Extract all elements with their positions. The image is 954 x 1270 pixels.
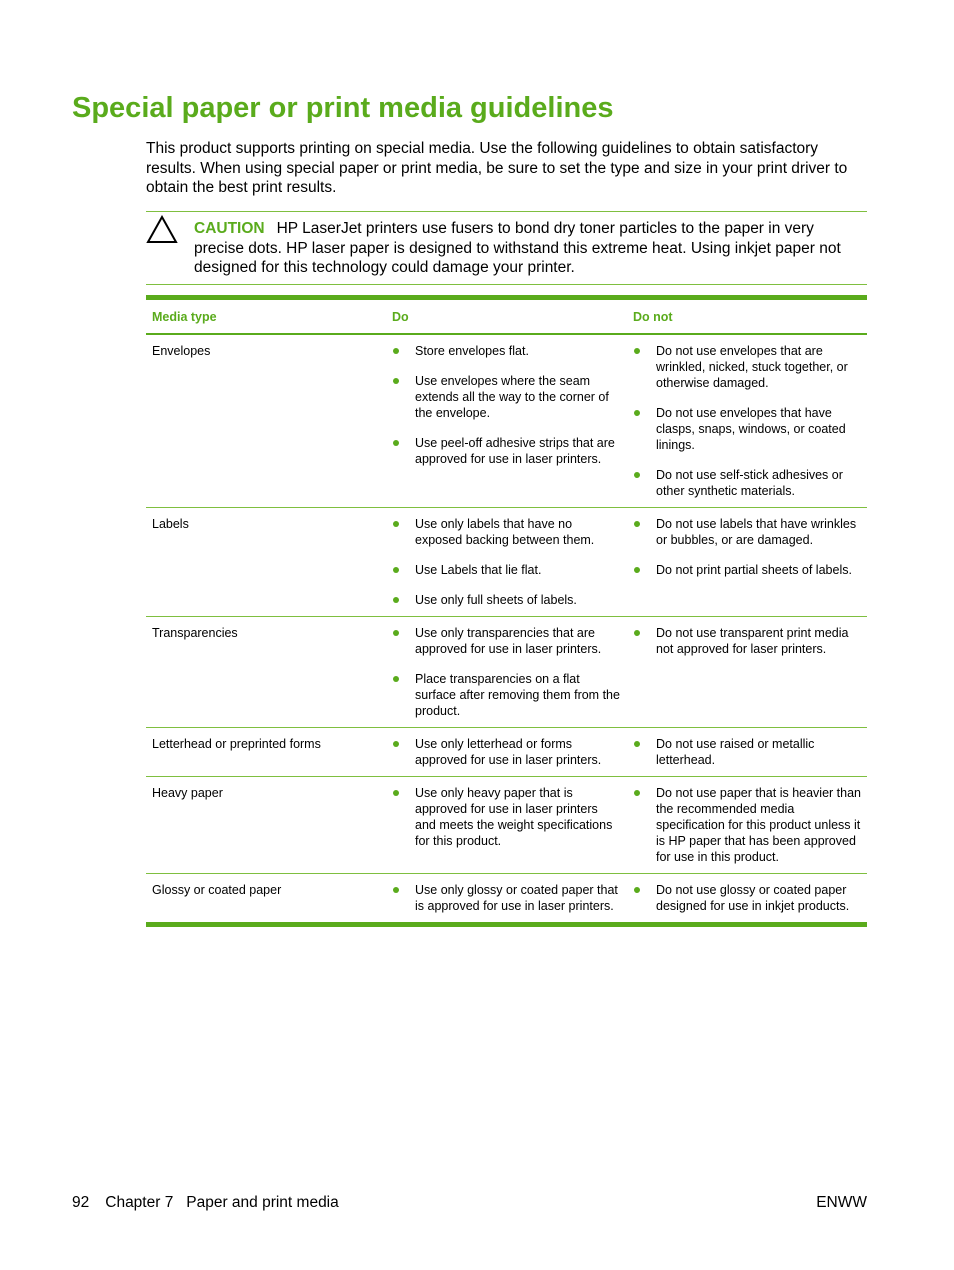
bullet-dot-icon xyxy=(393,790,399,796)
bullet-dot-icon xyxy=(634,521,640,527)
caution-text xyxy=(194,219,866,278)
do-list xyxy=(392,736,621,768)
list-item xyxy=(392,516,621,548)
table-header-row xyxy=(146,298,867,335)
bullet-dot-icon xyxy=(634,472,640,478)
list-item-text: Do not use labels that have wrinkles or bubbles, or are damaged. xyxy=(656,517,857,547)
list-item xyxy=(392,592,621,608)
list-item-text: Do not use paper that is heavier than the recommended media specification for this product unless it is HP paper that has been approved for use in this product. xyxy=(656,786,861,864)
do-not-cell xyxy=(627,508,867,617)
list-item-text: Place transparencies on a flat surface after removing them from the product. xyxy=(415,672,620,718)
list-item-text: Use only transparencies that are approved for use in laser printers. xyxy=(415,626,602,656)
do-not-list xyxy=(633,516,861,578)
list-item-text: Use only letterhead or forms approved for use in laser printers. xyxy=(415,737,602,767)
media-guidelines-table xyxy=(146,295,867,927)
list-item-text: Do not use envelopes that are wrinkled, nicked, stuck together, or otherwise damaged. xyxy=(656,344,848,390)
list-item xyxy=(633,516,861,548)
caution-body: HP LaserJet printers use fusers to bond dry toner particles to the paper in very precise dots. HP laser paper is designed to withstand this extreme heat. Using inkjet paper not designed for this technology could damage your printer. xyxy=(194,220,841,276)
table-row xyxy=(146,728,867,777)
list-item-text: Do not print partial sheets of labels. xyxy=(656,563,852,577)
bullet-dot-icon xyxy=(634,887,640,893)
bullet-dot-icon xyxy=(393,630,399,636)
intro-paragraph: This product supports printing on special media. Use the following guidelines to obtain satisfactory results. When using special paper or print media, be sure to set the type and size in your print driver to obtain the best print results. xyxy=(146,140,848,196)
do-cell xyxy=(386,617,627,728)
list-item-text: Do not use self-stick adhesives or other synthetic materials. xyxy=(656,468,843,498)
bullet-dot-icon xyxy=(634,348,640,354)
do-list xyxy=(392,516,621,608)
list-item xyxy=(392,882,621,914)
bullet-dot-icon xyxy=(393,348,399,354)
list-item xyxy=(633,562,861,578)
list-item xyxy=(392,562,621,578)
list-item xyxy=(392,625,621,657)
bullet-dot-icon xyxy=(393,597,399,603)
bullet-dot-icon xyxy=(393,378,399,384)
list-item xyxy=(633,467,861,499)
list-item-text: Use Labels that lie flat. xyxy=(415,563,542,577)
table-body xyxy=(146,334,867,925)
bullet-dot-icon xyxy=(393,676,399,682)
header-media-type: Media type xyxy=(152,310,217,324)
do-not-list xyxy=(633,343,861,499)
media-type-cell: Labels xyxy=(152,517,189,531)
do-not-cell xyxy=(627,334,867,508)
bullet-dot-icon xyxy=(634,630,640,636)
do-not-list xyxy=(633,882,861,914)
media-type-cell: Heavy paper xyxy=(152,786,223,800)
do-not-cell xyxy=(627,874,867,925)
bullet-dot-icon xyxy=(634,741,640,747)
list-item xyxy=(633,405,861,453)
list-item-text: Use peel-off adhesive strips that are approved for use in laser printers. xyxy=(415,436,615,466)
do-cell xyxy=(386,777,627,874)
list-item xyxy=(633,785,861,865)
bullet-dot-icon xyxy=(634,567,640,573)
do-list xyxy=(392,882,621,914)
list-item-text: Use only glossy or coated paper that is approved for use in laser printers. xyxy=(415,883,618,913)
do-not-cell xyxy=(627,777,867,874)
list-item-text: Do not use transparent print media not approved for laser printers. xyxy=(656,626,849,656)
table-row xyxy=(146,334,867,508)
list-item xyxy=(392,435,621,467)
page-footer xyxy=(72,1193,867,1212)
do-not-list xyxy=(633,785,861,865)
table-row xyxy=(146,874,867,925)
list-item-text: Use only full sheets of labels. xyxy=(415,593,577,607)
do-not-cell xyxy=(627,617,867,728)
list-item xyxy=(392,736,621,768)
do-not-list xyxy=(633,625,861,657)
footer-edition: ENWW xyxy=(816,1194,867,1211)
bullet-dot-icon xyxy=(393,521,399,527)
list-item xyxy=(633,625,861,657)
list-item-text: Do not use glossy or coated paper designed for use in inkjet products. xyxy=(656,883,850,913)
table-row xyxy=(146,508,867,617)
do-cell xyxy=(386,334,627,508)
do-list xyxy=(392,625,621,719)
bullet-dot-icon xyxy=(634,790,640,796)
media-type-cell: Letterhead or preprinted forms xyxy=(152,737,321,751)
caution-label: CAUTION xyxy=(194,220,265,237)
do-not-cell xyxy=(627,728,867,777)
table-row xyxy=(146,617,867,728)
media-type-cell: Envelopes xyxy=(152,344,211,358)
list-item xyxy=(392,373,621,421)
do-cell xyxy=(386,874,627,925)
warning-triangle-icon xyxy=(146,215,178,245)
do-list xyxy=(392,785,621,849)
page-number: 92 xyxy=(72,1194,90,1211)
list-item-text: Do not use envelopes that have clasps, snaps, windows, or coated linings. xyxy=(656,406,846,452)
table-row xyxy=(146,777,867,874)
do-not-list xyxy=(633,736,861,768)
caution-note xyxy=(146,211,867,285)
media-type-cell: Transparencies xyxy=(152,626,238,640)
list-item xyxy=(392,343,621,359)
do-cell xyxy=(386,508,627,617)
chapter-title: Chapter 7 Paper and print media xyxy=(105,1194,339,1211)
do-list xyxy=(392,343,621,467)
bullet-dot-icon xyxy=(393,887,399,893)
bullet-dot-icon xyxy=(393,440,399,446)
list-item xyxy=(392,785,621,849)
media-type-cell: Glossy or coated paper xyxy=(152,883,282,897)
page-title: Special paper or print media guidelines xyxy=(72,92,614,124)
list-item-text: Use envelopes where the seam extends all the way to the corner of the envelope. xyxy=(415,374,609,420)
bullet-dot-icon xyxy=(393,741,399,747)
list-item-text: Use only heavy paper that is approved for use in laser printers and meets the weight specifications for this product. xyxy=(415,786,613,848)
list-item xyxy=(633,882,861,914)
do-cell xyxy=(386,728,627,777)
bullet-dot-icon xyxy=(634,410,640,416)
list-item-text: Store envelopes flat. xyxy=(415,344,529,358)
header-do-not: Do not xyxy=(633,310,673,324)
list-item xyxy=(633,343,861,391)
header-do: Do xyxy=(392,310,409,324)
list-item-text: Use only labels that have no exposed backing between them. xyxy=(415,517,595,547)
list-item-text: Do not use raised or metallic letterhead. xyxy=(656,737,815,767)
bullet-dot-icon xyxy=(393,567,399,573)
list-item xyxy=(392,671,621,719)
list-item xyxy=(633,736,861,768)
